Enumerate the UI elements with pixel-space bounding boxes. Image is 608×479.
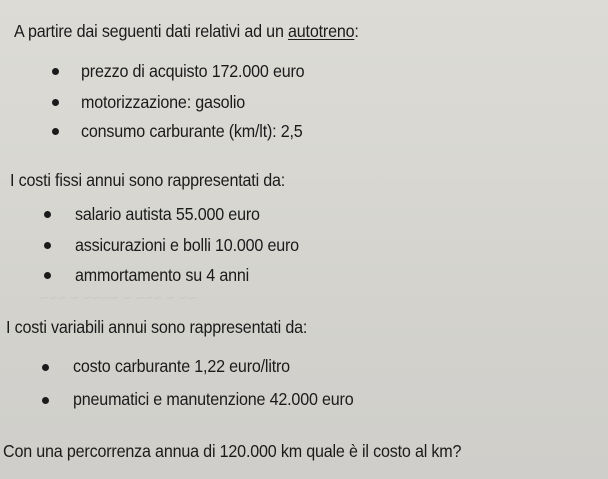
question-text: Con una percorrenza annua di 120.000 km quale è il costo al km? — [3, 441, 462, 461]
fixed-cost-item: assicurazioni e bolli 10.000 euro — [75, 235, 299, 255]
bullet-icon — [44, 242, 51, 249]
fixed-cost-item: salario autista 55.000 euro — [75, 204, 260, 224]
fixed-cost-item: ammortamento su 4 anni — [75, 265, 250, 285]
bullet-icon — [44, 272, 51, 279]
intro-suffix: : — [354, 21, 359, 41]
variable-cost-item: costo carburante 1,22 euro/litro — [73, 356, 290, 376]
intro-line — [14, 20, 359, 42]
bullet-icon — [52, 99, 59, 106]
bullet-icon — [52, 128, 59, 135]
vehicle-data-item: motorizzazione: gasolio — [81, 92, 246, 112]
show-through-texture: ~~ ~ ~~~ ~ ~~~~ ~ ~~~ — [40, 290, 197, 307]
vehicle-data-item: consumo carburante (km/lt): 2,5 — [81, 121, 303, 141]
bullet-icon — [44, 211, 51, 218]
bullet-icon — [52, 68, 59, 75]
variable-cost-item: pneumatici e manutenzione 42.000 euro — [73, 389, 354, 409]
vehicle-data-item: prezzo di acquisto 172.000 euro — [81, 61, 305, 81]
variable-costs-heading: I costi variabili annui sono rappresentati da: — [6, 317, 308, 337]
intro-underlined-word: autotreno — [288, 21, 355, 41]
bullet-icon — [42, 364, 49, 371]
intro-prefix: A partire dai seguenti dati relativi ad un — [14, 21, 289, 41]
fixed-costs-heading: I costi fissi annui sono rappresentati da: — [10, 170, 286, 190]
bullet-icon — [42, 397, 49, 404]
